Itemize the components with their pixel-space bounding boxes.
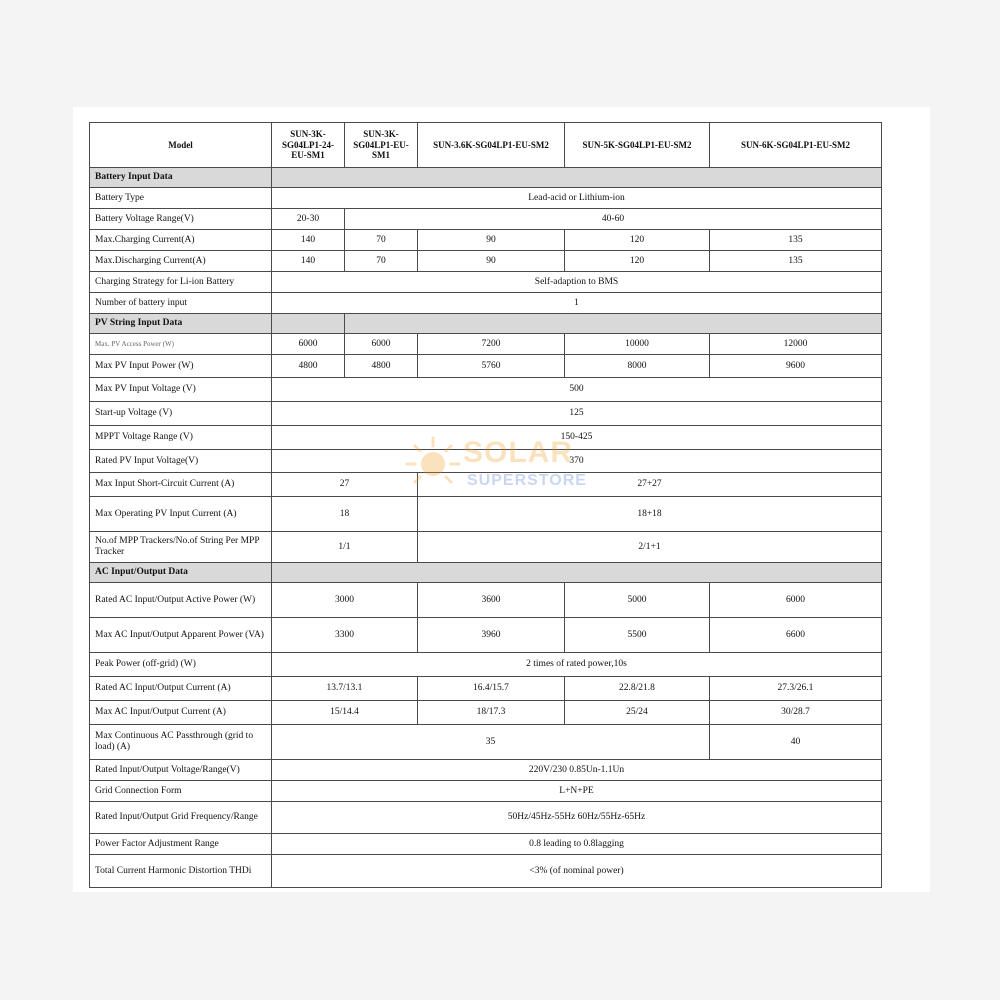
cell-value: 1 <box>272 293 882 314</box>
cell-value: 6600 <box>710 618 882 653</box>
cell-value: 15/14.4 <box>272 701 418 725</box>
row-label: Rated PV Input Voltage(V) <box>90 450 272 473</box>
cell-value: 8000 <box>565 355 710 378</box>
cell-value: 50Hz/45Hz-55Hz 60Hz/55Hz-65Hz <box>272 802 882 834</box>
watermark-line1: SOLAR <box>463 436 573 469</box>
model-sun-3k-24: SUN-3K-SG04LP1-24-EU-SM1 <box>272 123 345 168</box>
table-row <box>90 355 882 378</box>
cell-value: 40-60 <box>345 209 882 230</box>
table-row <box>90 653 882 677</box>
table-row <box>90 188 882 209</box>
row-label: Rated Input/Output Voltage/Range(V) <box>90 760 272 781</box>
row-label: No.of MPP Trackers/No.of String Per MPP Tracker <box>90 532 272 563</box>
row-label: Battery Type <box>90 188 272 209</box>
cell-value: Self-adaption to BMS <box>272 272 882 293</box>
cell-value: 70 <box>345 251 418 272</box>
cell-value: 500 <box>272 378 882 402</box>
cell-value: 2/1+1 <box>418 532 882 563</box>
table-row <box>90 272 882 293</box>
row-label: Peak Power (off-grid) (W) <box>90 653 272 677</box>
spec-sheet <box>73 107 930 892</box>
cell-value: 140 <box>272 230 345 251</box>
cell-value: 1/1 <box>272 532 418 563</box>
table-row <box>90 209 882 230</box>
row-label: Total Current Harmonic Distortion THDi <box>90 855 272 888</box>
cell-value: 125 <box>272 402 882 426</box>
cell-value: 13.7/13.1 <box>272 677 418 701</box>
cell-value: 12000 <box>710 334 882 355</box>
cell-value: 40 <box>710 725 882 760</box>
cell-value: L+N+PE <box>272 781 882 802</box>
table-row <box>90 293 882 314</box>
cell-value: 9600 <box>710 355 882 378</box>
watermark-line2: SUPERSTORE <box>467 472 587 489</box>
cell-value: 25/24 <box>565 701 710 725</box>
row-label: Max Input Short-Circuit Current (A) <box>90 473 272 497</box>
cell-value: 18 <box>272 497 418 532</box>
cell-value: 30/28.7 <box>710 701 882 725</box>
section-row <box>90 563 882 583</box>
table-row <box>90 532 882 563</box>
cell-value: 220V/230 0.85Un-1.1Un <box>272 760 882 781</box>
row-label: Max.Discharging Current(A) <box>90 251 272 272</box>
table-row <box>90 251 882 272</box>
cell-value: 370 <box>272 450 882 473</box>
cell-value: 90 <box>418 251 565 272</box>
row-label: Rated AC Input/Output Active Power (W) <box>90 583 272 618</box>
table-row <box>90 378 882 402</box>
table-row <box>90 230 882 251</box>
row-label: Number of battery input <box>90 293 272 314</box>
cell-value: 120 <box>565 251 710 272</box>
model-header: Model <box>90 123 272 168</box>
cell-value: 4800 <box>345 355 418 378</box>
table-row <box>90 834 882 855</box>
row-label: Grid Connection Form <box>90 781 272 802</box>
cell-value: 27 <box>272 473 418 497</box>
table-row <box>90 618 882 653</box>
cell-value: 3300 <box>272 618 418 653</box>
spec-table <box>89 122 882 888</box>
cell-value: 70 <box>345 230 418 251</box>
cell-value: 16.4/15.7 <box>418 677 565 701</box>
row-label: Charging Strategy for Li-ion Battery <box>90 272 272 293</box>
cell-value: 5000 <box>565 583 710 618</box>
row-label: Max Continuous AC Passthrough (grid to load) (A) <box>90 725 272 760</box>
model-sun-3k: SUN-3K-SG04LP1-EU-SM1 <box>345 123 418 168</box>
row-label: Start-up Voltage (V) <box>90 402 272 426</box>
cell-value: 18/17.3 <box>418 701 565 725</box>
cell-value: Lead-acid or Lithium-ion <box>272 188 882 209</box>
section-row <box>90 314 882 334</box>
cell-value: 135 <box>710 230 882 251</box>
cell-value: 135 <box>710 251 882 272</box>
cell-value: 6000 <box>710 583 882 618</box>
table-row <box>90 781 882 802</box>
table-header-row <box>90 123 882 168</box>
cell-value: 4800 <box>272 355 345 378</box>
cell-value: 22.8/21.8 <box>565 677 710 701</box>
cell-value: 3600 <box>418 583 565 618</box>
cell-value: 2 times of rated power,10s <box>272 653 882 677</box>
section-title-ac: AC Input/Output Data <box>90 563 272 583</box>
cell-value: 140 <box>272 251 345 272</box>
cell-value: 3000 <box>272 583 418 618</box>
row-label: MPPT Voltage Range (V) <box>90 426 272 450</box>
row-label: Rated AC Input/Output Current (A) <box>90 677 272 701</box>
row-label: Max.Charging Current(A) <box>90 230 272 251</box>
row-label: Max PV Input Voltage (V) <box>90 378 272 402</box>
cell-value: 6000 <box>345 334 418 355</box>
table-row <box>90 802 882 834</box>
section-title-pv: PV String Input Data <box>90 314 272 334</box>
sun-icon <box>403 432 463 492</box>
cell-value: 7200 <box>418 334 565 355</box>
table-row <box>90 725 882 760</box>
cell-value: 27+27 <box>418 473 882 497</box>
row-label: Max Operating PV Input Current (A) <box>90 497 272 532</box>
cell-value: 5500 <box>565 618 710 653</box>
cell-value: 0.8 leading to 0.8lagging <box>272 834 882 855</box>
table-row <box>90 677 882 701</box>
cell-value: 6000 <box>272 334 345 355</box>
cell-value: 20-30 <box>272 209 345 230</box>
table-row <box>90 402 882 426</box>
cell-value: 27.3/26.1 <box>710 677 882 701</box>
table-row <box>90 855 882 888</box>
cell-value: 3960 <box>418 618 565 653</box>
row-label: Max PV Input Power (W) <box>90 355 272 378</box>
cell-value: 5760 <box>418 355 565 378</box>
row-label: Battery Voltage Range(V) <box>90 209 272 230</box>
row-label: Rated Input/Output Grid Frequency/Range <box>90 802 272 834</box>
cell-value: 120 <box>565 230 710 251</box>
model-sun-3-6k: SUN-3.6K-SG04LP1-EU-SM2 <box>418 123 565 168</box>
row-label: Max AC Input/Output Current (A) <box>90 701 272 725</box>
cell-value: 35 <box>272 725 710 760</box>
model-sun-6k: SUN-6K-SG04LP1-EU-SM2 <box>710 123 882 168</box>
table-row <box>90 334 882 355</box>
cell-value: 150-425 <box>272 426 882 450</box>
section-title-battery: Battery Input Data <box>90 168 272 188</box>
model-sun-5k: SUN-5K-SG04LP1-EU-SM2 <box>565 123 710 168</box>
section-row <box>90 168 882 188</box>
table-row <box>90 760 882 781</box>
row-label: Max AC Input/Output Apparent Power (VA) <box>90 618 272 653</box>
cell-value: 10000 <box>565 334 710 355</box>
row-label: Max. PV Access Power (W) <box>90 334 272 355</box>
table-row <box>90 583 882 618</box>
cell-value: 90 <box>418 230 565 251</box>
cell-value: 18+18 <box>418 497 882 532</box>
row-label: Power Factor Adjustment Range <box>90 834 272 855</box>
solar-superstore-watermark <box>403 432 603 502</box>
table-row <box>90 701 882 725</box>
cell-value: <3% (of nominal power) <box>272 855 882 888</box>
